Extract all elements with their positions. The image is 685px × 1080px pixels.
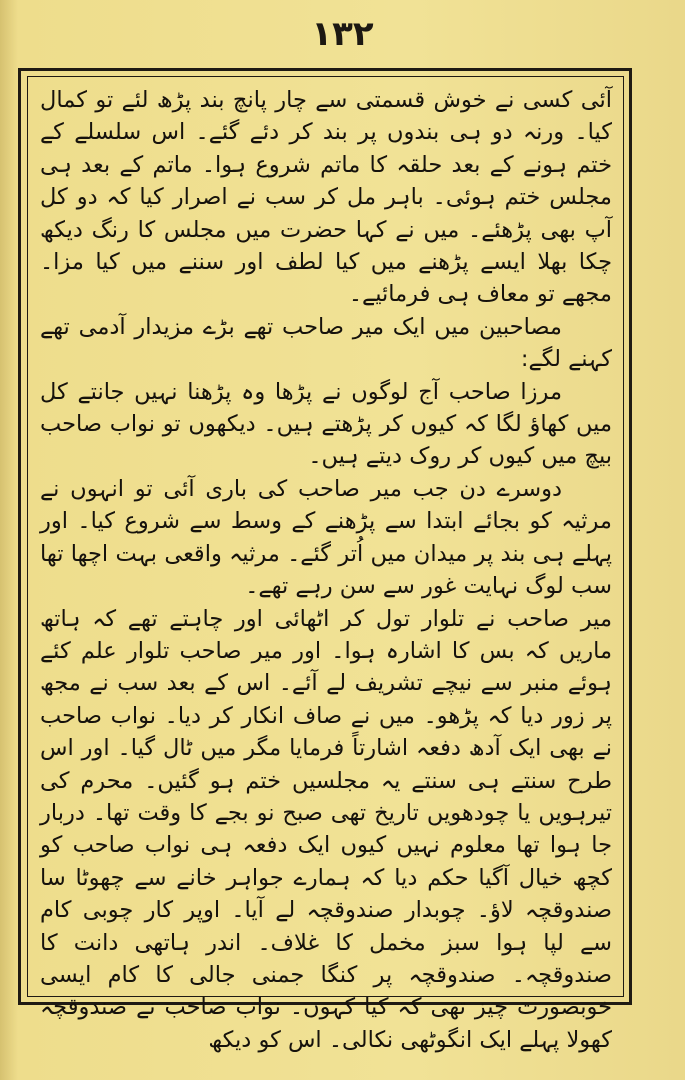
paragraph: مصاحبین میں ایک میر صاحب تھے بڑے مزیدار آدمی تھے کہنے لگے: xyxy=(40,313,612,373)
paragraph: آئی کسی نے خوش قسمتی سے چار پانچ بند پڑھ لئے تو کمال کیا۔ ورنہ دو ہی بندوں پر بند کر دئے گئے۔ اس سلسلے کے ختم ہونے کے بعد حلقہ کا ماتم شروع ہوا۔ ماتم کے بعد ہی مجلس ختم ہوئی۔ باہر مل کر سب نے اصرار کیا کہ دو کل آپ بھی پڑھئے۔ میں نے کہا حضرت میں مجلس کا رنگ دیکھ چکا بھلا ایسے پڑھنے میں کیا لطف اور سننے میں کیا مزا۔ مجھے تو معاف ہی فرمائیے۔ xyxy=(40,87,612,308)
paragraph: مرزا صاحب آج لوگوں نے پڑھا وہ پڑھنا نہیں جانتے کل میں کھاؤ لگا کہ کیوں کر پڑھتے ہیں۔ دیکھوں تو نواب صاحب بیچ میں کیوں کر روک دیتے ہیں۔ xyxy=(40,378,612,470)
page-number: ۱۳۲ xyxy=(311,14,374,54)
urdu-text-body xyxy=(40,84,612,1053)
paragraph: میر صاحب نے تلوار تول کر اٹھائی اور چاہتے تھے کہ ہاتھ ماریں کہ بس کا اشارہ ہوا۔ اور میر صاحب تلوار علم کئے ہوئے منبر سے نیچے تشریف لے آئے۔ اس کے بعد سب نے مجھ پر زور دیا کہ پڑھو۔ میں نے صاف انکار کر دیا۔ نواب صاحب نے بھی ایک آدھ دفعہ اشارتاً فرمایا مگر میں ٹال گیا۔ اور اس طرح سنتے ہی سنتے یہ مجلسیں ختم ہو گئیں۔ محرم کی تیرہویں یا چودھویں تاریخ تھی صبح نو بجے کا وقت تھا۔ دربار جا ہوا تھا معلوم نہیں کیوں ایک دفعہ ہی نواب صاحب کو کچھ خیال آگیا حکم دیا کہ ہمارے جواہر خانے سے چھوٹا سا صندوقچہ لاؤ۔ چوبدار صندوقچہ لے آیا۔ اوپر کار چوبی کام سے لپا ہوا سبز مخمل کا غلاف۔ اندر ہاتھی دانت کا صندوقچہ۔ صندوقچہ پر کنگا جمنی جالی کا کام ایسی خوبصورت چیز تھی کہ کیا کہوں۔ نواب صاحب نے صندوقچہ کھولا پہلے ایک انگوٹھی نکالی۔ اس کو دیکھ xyxy=(40,605,612,1053)
paragraph: دوسرے دن جب میر صاحب کی باری آئی تو انہوں نے مرثیہ کو بجائے ابتدا سے پڑھنے کے وسط سے شروع کیا۔ اور پہلے ہی بند پر میدان میں اُتر گئے۔ مرثیہ واقعی بہت اچھا تھا سب لوگ نہایت غور سے سن رہے تھے۔ xyxy=(40,475,612,600)
